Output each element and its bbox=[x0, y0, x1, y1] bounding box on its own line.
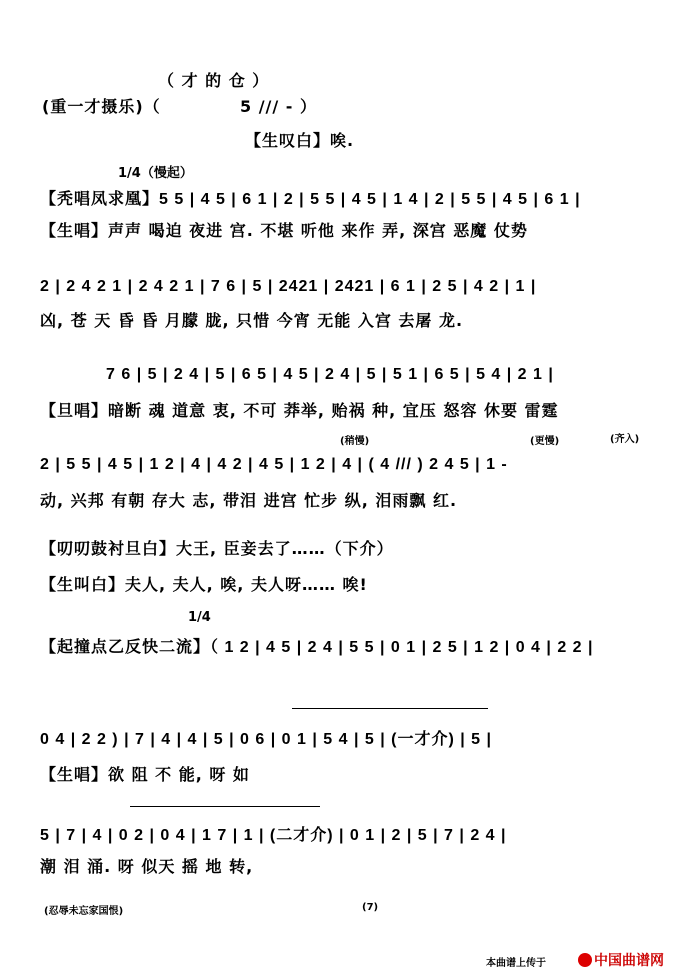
lyric-line: 【旦唱】暗断 魂 道意 衷, 不可 莽举, 贻祸 种, 宜压 怒容 休要 雷霆 bbox=[40, 401, 559, 420]
tempo-mark: (更慢) bbox=[530, 436, 560, 447]
tempo-mark: (稍慢) bbox=[340, 436, 370, 447]
lyric-line: 动, 兴邦 有朝 存大 志, 带泪 进宫 忙步 纵, 泪雨飘 红. bbox=[40, 491, 458, 510]
lyric-line: 凶, 苍 天 昏 昏 月朦 胧, 只惜 今宵 无能 入宫 去屠 龙. bbox=[40, 311, 464, 330]
tempo-mark: 1/4（慢起） bbox=[118, 166, 193, 181]
upload-text: 本曲谱上传于 bbox=[486, 958, 546, 969]
notation-line: 2 | 2 4 2 1 | 2 4 2 1 | 7 6 | 5 | 2421 | 2421 | 6 1 | 2 5 | 4 2 | 1 | bbox=[40, 278, 537, 295]
footer-title: (忍辱未忘家国恨) bbox=[44, 906, 124, 917]
page-number: (7) bbox=[362, 902, 379, 913]
lyric-line: 【生唱】声声 喝迫 夜进 宫. 不堪 听他 来作 弄, 深宫 恶魔 仗势 bbox=[40, 221, 528, 240]
notation-line: 【起撞点乙反快二流】（ 1 2 | 4 5 | 2 4 | 5 5 | 0 1 | 2 5 | 1 2 | 0 4 | 2 2 | bbox=[40, 639, 594, 656]
gong-notes: 5 /// - ） bbox=[240, 97, 318, 116]
notation-line: 7 6 | 5 | 2 4 | 5 | 6 5 | 4 5 | 2 4 | 5 | 5 1 | 6 5 | 5 4 | 2 1 | bbox=[106, 366, 554, 383]
tempo-mark: 1/4 bbox=[188, 610, 211, 625]
slur-line bbox=[130, 806, 320, 807]
spoken-line: 【叨叨鼓衬旦白】大王, 臣妾去了……（下介） bbox=[40, 539, 394, 558]
slur-line bbox=[292, 708, 488, 709]
lyric-line: 潮 泪 涌. 呀 似天 摇 地 转, bbox=[40, 857, 254, 876]
gong-label: (重一才摄乐)（ bbox=[42, 97, 161, 116]
site-name: 中国曲谱网 bbox=[594, 953, 664, 969]
lyric-line: 【生唱】欲 阻 不 能, 呀 如 bbox=[40, 765, 250, 784]
notation-line: 5 | 7 | 4 | 0 2 | 0 4 | 1 7 | 1 | (二才介) | 0 1 | 2 | 5 | 7 | 2 4 | bbox=[40, 827, 507, 844]
site-logo bbox=[578, 950, 664, 970]
notation-line: 【秃唱凤求凰】5 5 | 4 5 | 6 1 | 2 | 5 5 | 4 5 | 1 4 | 2 | 5 5 | 4 5 | 6 1 | bbox=[40, 191, 581, 208]
spoken-line: 【生叫白】夫人, 夫人, 唉, 夫人呀…… 唉! bbox=[40, 575, 368, 594]
tempo-mark: (齐入) bbox=[610, 434, 640, 445]
logo-icon bbox=[578, 953, 592, 967]
intro-line: 【生叹白】唉. bbox=[245, 131, 355, 150]
notation-line: 0 4 | 2 2 ) | 7 | 4 | 4 | 5 | 0 6 | 0 1 | 5 4 | 5 | (一才介) | 5 | bbox=[40, 731, 492, 748]
gong-top: （ 才 的 仓 ） bbox=[158, 71, 270, 90]
notation-line: 2 | 5 5 | 4 5 | 1 2 | 4 | 4 2 | 4 5 | 1 2 | 4 | ( 4 /// ) 2 4 5 | 1 - bbox=[40, 456, 508, 473]
